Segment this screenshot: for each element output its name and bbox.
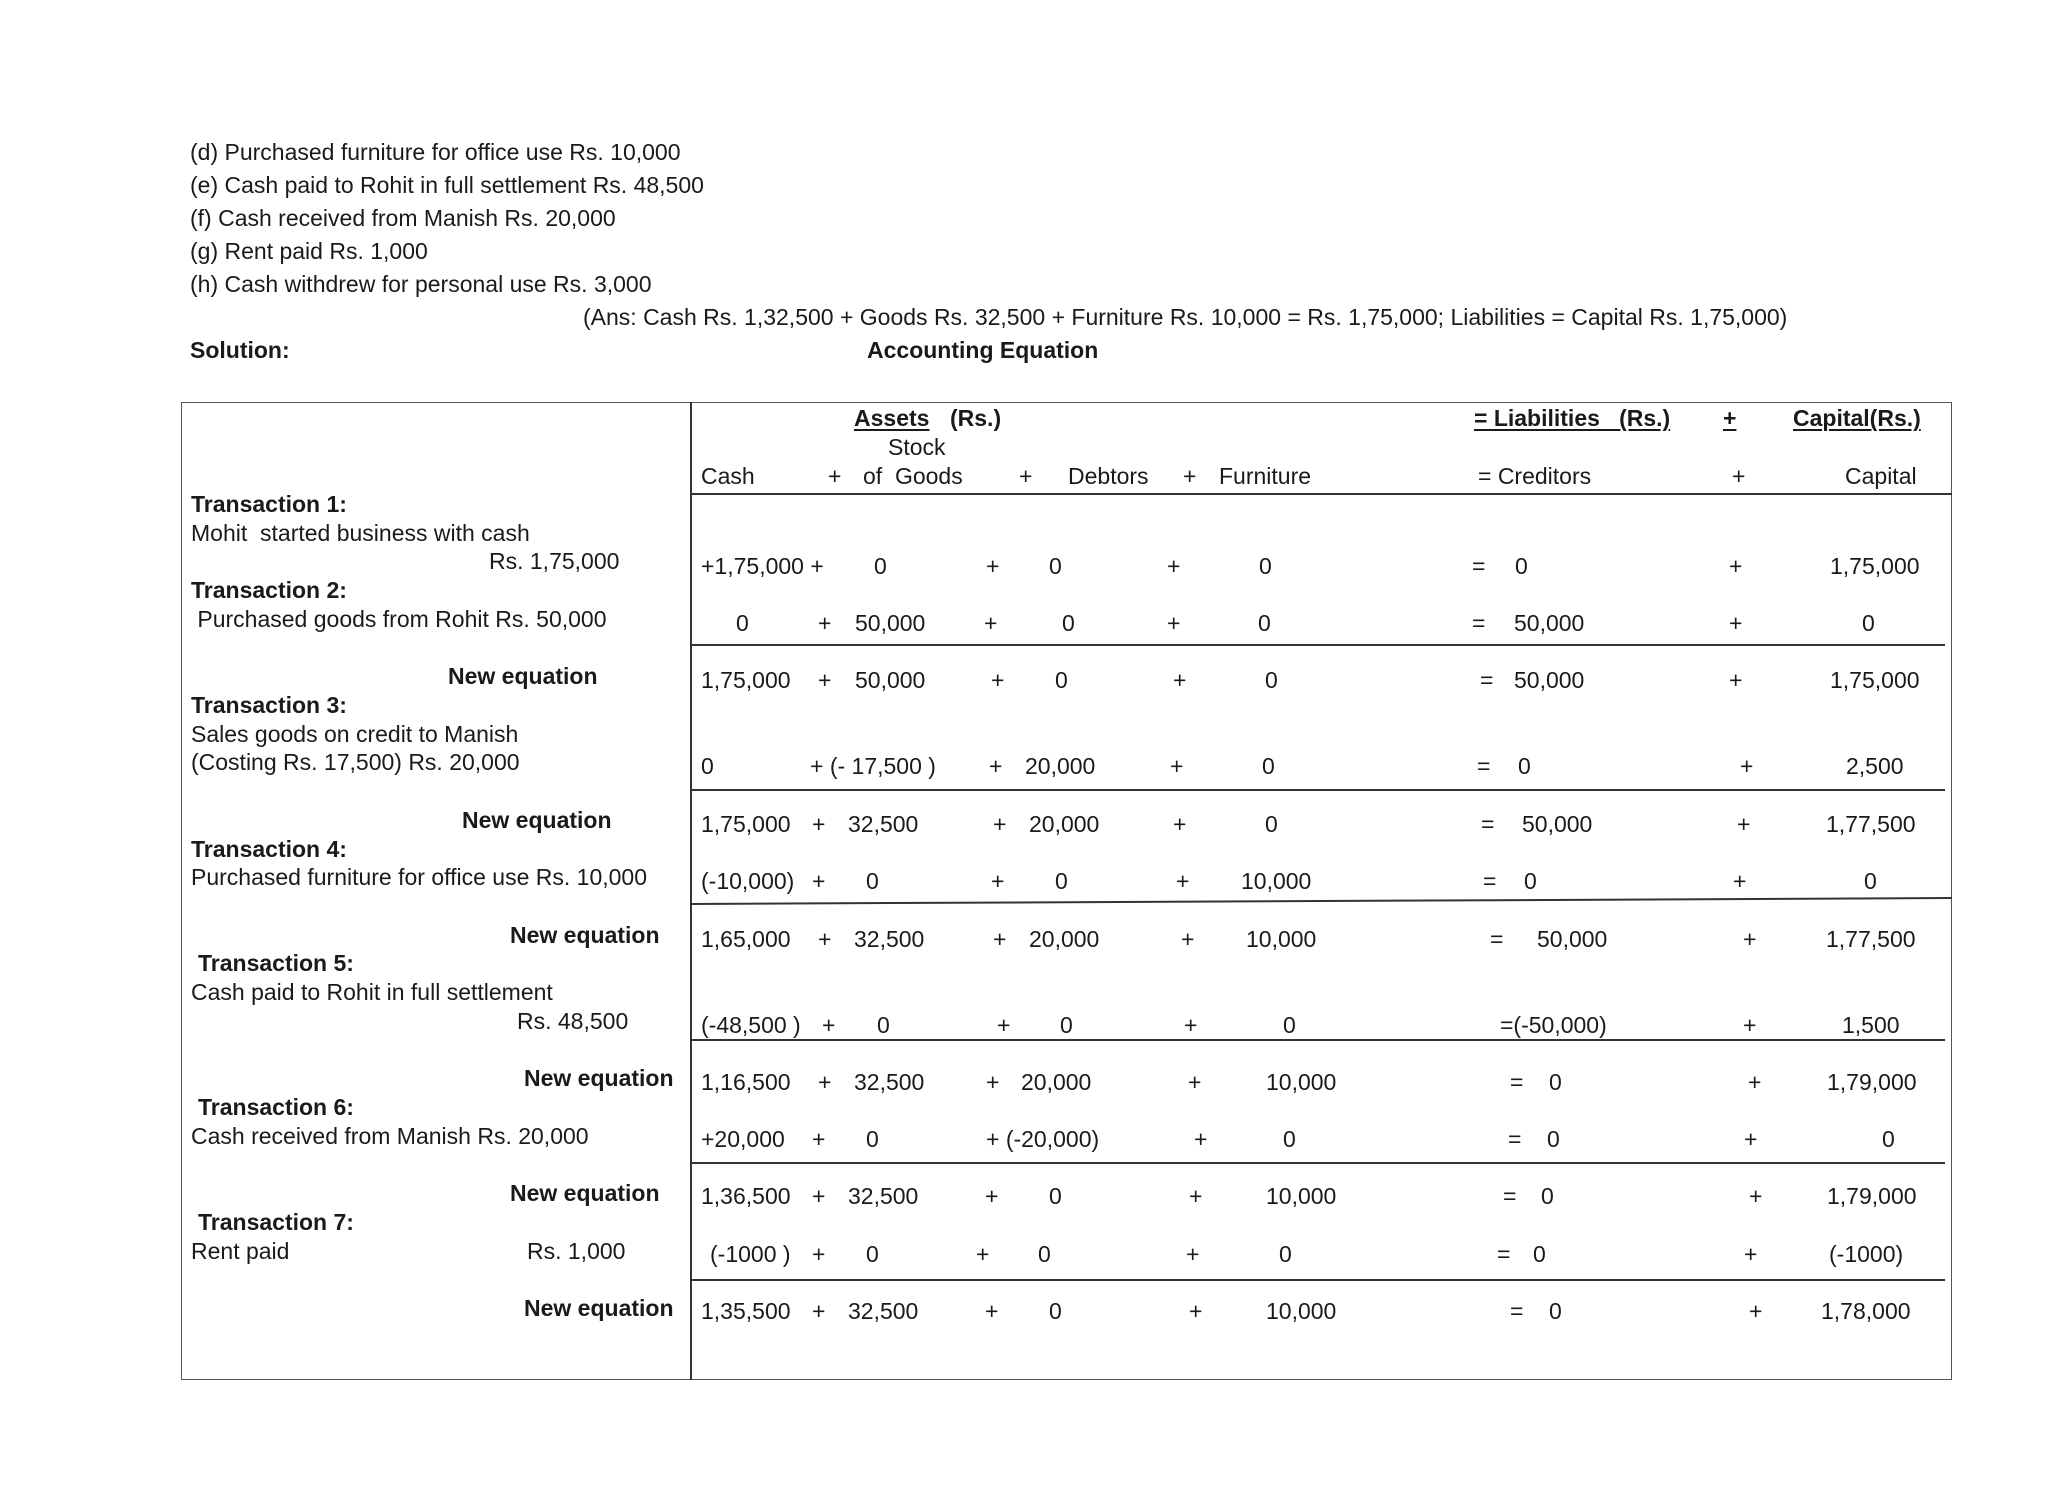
cell: +	[1167, 610, 1181, 636]
liabilities-header: = Liabilities (Rs.)	[1474, 405, 1671, 431]
cell: 20,000	[1025, 753, 1096, 779]
cell: 10,000	[1246, 926, 1317, 952]
new-equation-label: New equation	[510, 922, 660, 948]
cell: (-1000 )	[710, 1241, 791, 1267]
cell: +	[1176, 868, 1190, 894]
cell: =	[1477, 753, 1491, 779]
cell: +	[1744, 1126, 1758, 1152]
cell: 1,75,000	[701, 667, 791, 693]
problem-line-h: (h) Cash withdrew for personal use Rs. 3,000	[190, 271, 652, 297]
cell: +	[986, 1069, 1000, 1095]
cell: 50,000	[1537, 926, 1608, 952]
cell: 0	[1258, 610, 1271, 636]
cell: 0	[1549, 1298, 1562, 1324]
transaction-desc: Sales goods on credit to Manish	[191, 721, 519, 747]
cell: =	[1490, 926, 1504, 952]
cell: 10,000	[1266, 1183, 1337, 1209]
cell: +	[1729, 610, 1743, 636]
cell: 1,78,000	[1821, 1298, 1911, 1324]
cell: 0	[866, 868, 879, 894]
cell: 0	[1049, 553, 1062, 579]
col-plus: +	[1019, 463, 1033, 489]
cell: =	[1508, 1126, 1522, 1152]
cell: 0	[1062, 610, 1075, 636]
stock-label: Stock	[888, 434, 946, 460]
cell: +	[1749, 1183, 1763, 1209]
answer-line: (Ans: Cash Rs. 1,32,500 + Goods Rs. 32,500 + Furniture Rs. 10,000 = Rs. 1,75,000; Liabilities = Capital Rs. 1,75,000)	[583, 304, 1788, 330]
cell: + (-20,000)	[986, 1126, 1100, 1152]
cell: 0	[1515, 553, 1528, 579]
capital-header: Capital(Rs.)	[1793, 405, 1921, 431]
row-rule-2	[690, 789, 1945, 791]
cell: 0	[1055, 868, 1068, 894]
cell: +	[822, 1012, 836, 1038]
cell: 0	[701, 753, 714, 779]
col-furniture: Furniture	[1219, 463, 1312, 489]
cell: 1,16,500	[701, 1069, 791, 1095]
cell: 1,36,500	[701, 1183, 791, 1209]
cell: +1,75,000 +	[701, 553, 824, 579]
cell: 1,79,000	[1827, 1069, 1917, 1095]
cell: +	[985, 1183, 999, 1209]
transaction-desc: Cash paid to Rohit in full settlement	[191, 979, 553, 1005]
row-rule-5	[690, 1162, 1945, 1164]
cell: +	[818, 926, 832, 952]
cell: 0	[866, 1126, 879, 1152]
transaction-desc: Rent paid	[191, 1238, 290, 1264]
cell: 0	[1518, 753, 1531, 779]
cell: 0	[1862, 610, 1875, 636]
cell: 20,000	[1029, 811, 1100, 837]
cell: 1,500	[1842, 1012, 1900, 1038]
cell: 1,75,000	[1830, 667, 1920, 693]
transaction-amount: Rs. 1,75,000	[489, 548, 620, 574]
cell: 0	[866, 1241, 879, 1267]
transaction-title: Transaction 3:	[191, 692, 347, 718]
cell: +	[1173, 667, 1187, 693]
cell: 10,000	[1266, 1069, 1337, 1095]
transaction-desc: Mohit started business with cash	[191, 520, 530, 546]
problem-line-d: (d) Purchased furniture for office use Rs. 10,000	[190, 139, 681, 165]
cell: 0	[1262, 753, 1275, 779]
row-rule-6	[690, 1279, 1945, 1281]
col-plus: +	[828, 463, 842, 489]
cell: =	[1497, 1241, 1511, 1267]
cell: +	[1181, 926, 1195, 952]
column-divider	[690, 402, 692, 1380]
col-stock-goods: of Goods	[863, 463, 963, 489]
cell: +	[812, 1183, 826, 1209]
transaction-amount: Rs. 48,500	[517, 1008, 629, 1034]
cell: 0	[1547, 1126, 1560, 1152]
problem-line-f: (f) Cash received from Manish Rs. 20,000	[190, 205, 616, 231]
cell: +	[1167, 553, 1181, 579]
col-cash: Cash	[701, 463, 755, 489]
cell: 1,77,500	[1826, 926, 1916, 952]
transaction-amount: Rs. 1,000	[527, 1238, 626, 1264]
row-rule-4	[690, 1039, 1945, 1041]
cell: 1,77,500	[1826, 811, 1916, 837]
cell: 32,500	[848, 1183, 919, 1209]
transaction-title: Transaction 1:	[191, 491, 347, 517]
cell: 0	[1259, 553, 1272, 579]
cell: (-10,000)	[701, 868, 795, 894]
cell: +	[1184, 1012, 1198, 1038]
cell: (-1000)	[1829, 1241, 1904, 1267]
cell: =	[1510, 1069, 1524, 1095]
cell: +	[818, 1069, 832, 1095]
cell: 0	[1882, 1126, 1895, 1152]
page-title: Accounting Equation	[867, 337, 1099, 363]
cell: 0	[1533, 1241, 1546, 1267]
cell: +	[1188, 1069, 1202, 1095]
cell: +	[991, 667, 1005, 693]
col-capital: Capital	[1845, 463, 1917, 489]
new-equation-label: New equation	[462, 807, 612, 833]
cell: 50,000	[855, 667, 926, 693]
header-rule	[690, 493, 1952, 495]
cell: +	[818, 667, 832, 693]
cell: + (- 17,500 )	[810, 753, 936, 779]
transaction-title: Transaction 6:	[198, 1094, 354, 1120]
cell: 1,79,000	[1827, 1183, 1917, 1209]
cell: 0	[1549, 1069, 1562, 1095]
cell: +	[1740, 753, 1754, 779]
cell: 0	[1864, 868, 1877, 894]
cell: 32,500	[848, 811, 919, 837]
cell: =(-50,000)	[1500, 1012, 1607, 1038]
cell: +	[812, 1241, 826, 1267]
cell: 0	[1038, 1241, 1051, 1267]
assets-header: Assets	[854, 405, 930, 431]
cell: 20,000	[1021, 1069, 1092, 1095]
cell: +	[991, 868, 1005, 894]
cell: 10,000	[1241, 868, 1312, 894]
transaction-desc: Purchased goods from Rohit Rs. 50,000	[191, 606, 607, 632]
transaction-desc: Purchased furniture for office use Rs. 10,000	[191, 864, 648, 890]
cell: +	[1170, 753, 1184, 779]
cell: +	[1729, 553, 1743, 579]
cell: +	[1194, 1126, 1208, 1152]
cell: 2,500	[1846, 753, 1904, 779]
problem-line-e: (e) Cash paid to Rohit in full settlement Rs. 48,500	[190, 172, 704, 198]
header-plus: +	[1723, 405, 1737, 431]
cell: +	[993, 811, 1007, 837]
problem-line-g: (g) Rent paid Rs. 1,000	[190, 238, 428, 264]
cell: 0	[1283, 1012, 1296, 1038]
transaction-title: Transaction 5:	[198, 950, 354, 976]
cell: =	[1480, 667, 1494, 693]
cell: 50,000	[855, 610, 926, 636]
cell: +	[985, 1298, 999, 1324]
cell: +	[1749, 1298, 1763, 1324]
cell: 32,500	[854, 926, 925, 952]
cell: +	[997, 1012, 1011, 1038]
cell: 0	[1265, 667, 1278, 693]
cell: 0	[1049, 1298, 1062, 1324]
cell: 0	[874, 553, 887, 579]
cell: 1,75,000	[1830, 553, 1920, 579]
col-plus: +	[1183, 463, 1197, 489]
cell: +	[1189, 1183, 1203, 1209]
cell: +	[1743, 1012, 1757, 1038]
cell: 0	[1265, 811, 1278, 837]
new-equation-label: New equation	[524, 1065, 674, 1091]
cell: +	[1729, 667, 1743, 693]
cell: +	[976, 1241, 990, 1267]
transaction-desc: (Costing Rs. 17,500) Rs. 20,000	[191, 749, 520, 775]
cell: +	[984, 610, 998, 636]
col-creditors: = Creditors	[1478, 463, 1592, 489]
cell: 1,35,500	[701, 1298, 791, 1324]
cell: 0	[1283, 1126, 1296, 1152]
transaction-title: Transaction 7:	[198, 1209, 354, 1235]
cell: +	[993, 926, 1007, 952]
cell: +	[1733, 868, 1747, 894]
transaction-desc: Cash received from Manish Rs. 20,000	[191, 1123, 589, 1149]
cell: +	[1189, 1298, 1203, 1324]
cell: 50,000	[1514, 667, 1585, 693]
cell: +	[1186, 1241, 1200, 1267]
cell: 1,75,000	[701, 811, 791, 837]
col-plus: +	[1732, 463, 1746, 489]
cell: =	[1503, 1183, 1517, 1209]
cell: 32,500	[848, 1298, 919, 1324]
cell: 0	[736, 610, 749, 636]
new-equation-label: New equation	[448, 663, 598, 689]
col-debtors: Debtors	[1068, 463, 1149, 489]
cell: 1,65,000	[701, 926, 791, 952]
cell: 0	[1060, 1012, 1073, 1038]
cell: +	[818, 610, 832, 636]
new-equation-label: New equation	[524, 1295, 674, 1321]
cell: +	[1173, 811, 1187, 837]
cell: 10,000	[1266, 1298, 1337, 1324]
cell: +	[812, 811, 826, 837]
cell: +20,000	[701, 1126, 785, 1152]
transaction-title: Transaction 2:	[191, 577, 347, 603]
cell: =	[1472, 553, 1486, 579]
cell: 0	[1049, 1183, 1062, 1209]
cell: 0	[1524, 868, 1537, 894]
cell: 0	[1055, 667, 1068, 693]
cell: +	[812, 1298, 826, 1324]
cell: =	[1483, 868, 1497, 894]
cell: 50,000	[1522, 811, 1593, 837]
cell: 50,000	[1514, 610, 1585, 636]
cell: +	[1744, 1241, 1758, 1267]
transaction-title: Transaction 4:	[191, 836, 347, 862]
cell: 0	[1541, 1183, 1554, 1209]
cell: +	[986, 553, 1000, 579]
cell: =	[1472, 610, 1486, 636]
cell: 0	[877, 1012, 890, 1038]
row-rule-1	[690, 644, 1945, 646]
assets-unit: (Rs.)	[950, 405, 1002, 431]
cell: =	[1481, 811, 1495, 837]
cell: +	[812, 1126, 826, 1152]
cell: +	[812, 868, 826, 894]
cell: 32,500	[854, 1069, 925, 1095]
cell: =	[1510, 1298, 1524, 1324]
cell: +	[989, 753, 1003, 779]
cell: (-48,500 )	[701, 1012, 801, 1038]
cell: 0	[1279, 1241, 1292, 1267]
cell: +	[1737, 811, 1751, 837]
new-equation-label: New equation	[510, 1180, 660, 1206]
cell: 20,000	[1029, 926, 1100, 952]
cell: +	[1743, 926, 1757, 952]
solution-label: Solution:	[190, 337, 290, 363]
cell: +	[1748, 1069, 1762, 1095]
